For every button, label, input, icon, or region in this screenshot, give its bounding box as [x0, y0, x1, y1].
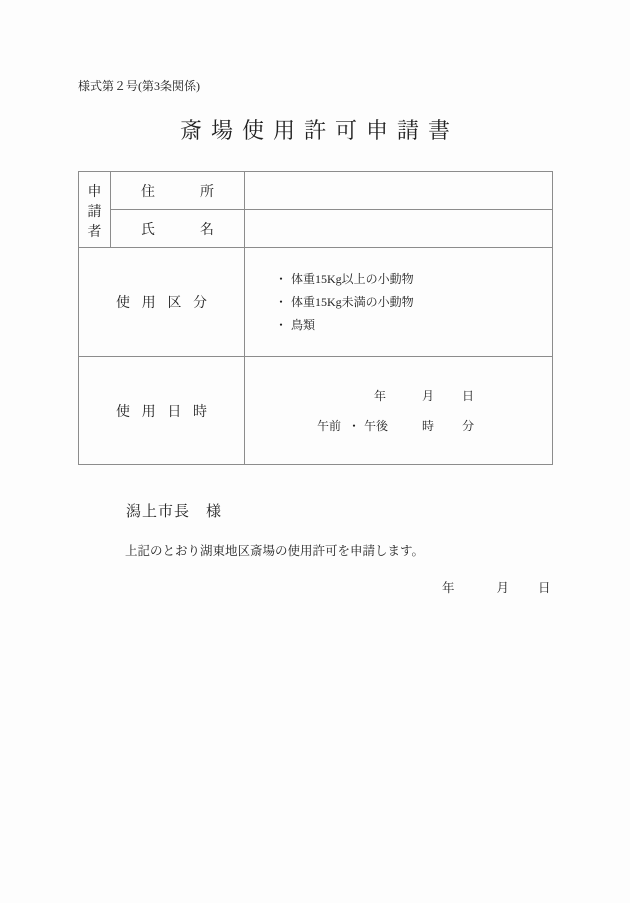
usage-date-line — [245, 390, 552, 402]
applicant-label: 申 請 者 — [87, 184, 102, 240]
month-label: 月 — [496, 581, 510, 595]
usage-category-text: 鳥類 — [291, 317, 316, 332]
middle-dot-icon: ・ — [348, 418, 361, 433]
usage-time-line — [245, 420, 552, 432]
address-value-cell — [245, 172, 552, 210]
month-label: 月 — [422, 388, 435, 403]
application-table — [78, 171, 553, 465]
name-label-cell — [111, 210, 245, 248]
am-label: 午前 — [317, 418, 342, 433]
usage-category-value-cell — [245, 248, 552, 357]
day-label: 日 — [462, 388, 475, 403]
year-label: 年 — [442, 581, 455, 595]
page-title: 斎場使用許可申請書 — [179, 118, 459, 143]
application-date-line — [442, 578, 551, 596]
usage-datetime-label: 使 用 日 時 — [116, 404, 207, 420]
addressee-line: 潟上市長 様 — [126, 504, 223, 520]
bullet-icon: ・ — [275, 294, 288, 309]
bullet-icon: ・ — [275, 271, 288, 286]
name-value-cell — [245, 210, 552, 248]
day-label: 日 — [538, 581, 551, 595]
usage-category-item — [275, 291, 552, 314]
usage-category-text: 体重15Kg未満の小動物 — [291, 294, 414, 309]
form-number-label: 様式第２号(第3条関係) — [78, 79, 200, 93]
usage-category-label-cell — [79, 248, 245, 357]
pm-label: 午後 — [364, 418, 389, 433]
name-label: 氏 名 — [141, 222, 214, 238]
minute-label: 分 — [462, 418, 475, 433]
address-label: 住 所 — [141, 184, 214, 200]
usage-category-text: 体重15Kg以上の小動物 — [291, 271, 414, 286]
usage-category-item — [275, 314, 552, 337]
usage-category-label: 使 用 区 分 — [116, 296, 207, 311]
usage-datetime-label-cell — [79, 357, 245, 464]
hour-label: 時 — [422, 418, 435, 433]
bullet-icon: ・ — [275, 317, 288, 332]
address-label-cell — [111, 172, 245, 210]
year-label: 年 — [374, 388, 387, 403]
application-statement: 上記のとおり湖東地区斎場の使用許可を申請します。 — [125, 544, 425, 558]
usage-datetime-value-cell — [245, 357, 552, 464]
usage-category-item — [275, 268, 552, 291]
applicant-header-cell — [79, 172, 111, 248]
